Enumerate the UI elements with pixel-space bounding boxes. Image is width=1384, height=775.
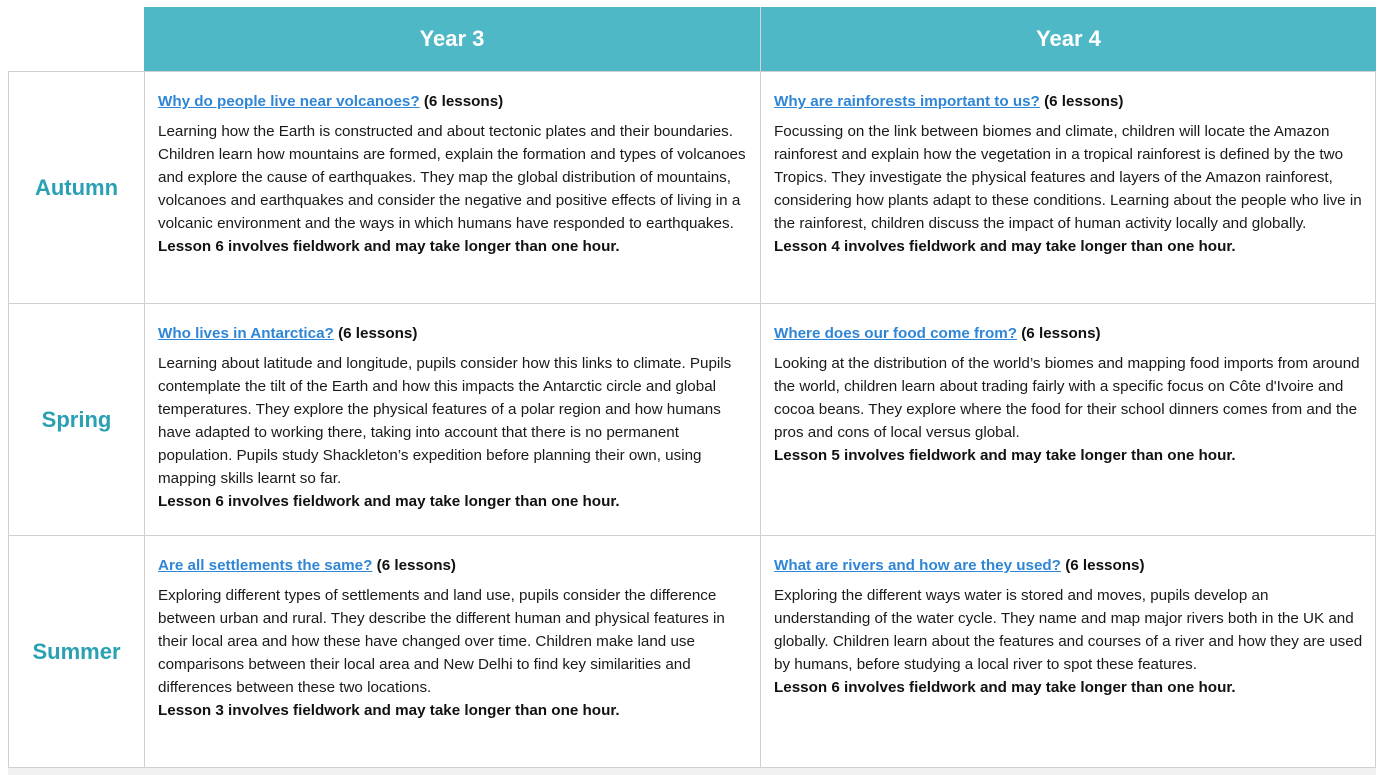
- header-year-3: Year 3: [144, 7, 760, 71]
- unit-title-line: [158, 90, 748, 113]
- unit-link-rivers[interactable]: What are rivers and how are they used?: [774, 557, 1061, 574]
- fieldwork-note: Lesson 6 involves fieldwork and may take longer than one hour.: [774, 679, 1236, 696]
- fieldwork-note: Lesson 5 involves fieldwork and may take longer than one hour.: [774, 447, 1236, 464]
- lesson-count: (6 lessons): [423, 93, 504, 110]
- unit-description: Learning how the Earth is constructed and about tectonic plates and their boundaries. Children learn how mountains are formed, explain the formation and types of volcanoes and explore the cause of earthquakes. They map the global distribution of mountains, volcanoes and earthquakes and consider the negative and positive effects of living in a volcanic environment and the ways in which humans have responded to earthquakes.: [158, 123, 746, 232]
- table-bottom-edge: [8, 767, 1376, 775]
- unit-title-line: [774, 322, 1363, 345]
- cell-summer-year-3: [144, 535, 760, 768]
- term-autumn: Autumn: [8, 71, 144, 303]
- unit-description: Exploring the different ways water is stored and moves, pupils develop an understanding of the water cycle. They name and map major rivers both in the UK and globally. Children learn about the features and courses of a river and how they are used by humans, before studying a local river to spot these features.: [774, 587, 1363, 673]
- lesson-count: (6 lessons): [376, 557, 456, 574]
- unit-link-food[interactable]: Where does our food come from?: [774, 325, 1018, 342]
- unit-title-line: [158, 322, 748, 345]
- lesson-count: (6 lessons): [1021, 325, 1101, 342]
- unit-title-line: [774, 90, 1363, 113]
- cell-autumn-year-3: [144, 71, 760, 303]
- lesson-count: (6 lessons): [1044, 93, 1124, 110]
- lesson-count: (6 lessons): [1065, 557, 1145, 574]
- cell-spring-year-3: [144, 303, 760, 535]
- term-summer: Summer: [8, 535, 144, 768]
- unit-description: Looking at the distribution of the world’s biomes and mapping food imports from around the world, children learn about trading fairly with a specific focus on Côte d'Ivoire and cocoa beans. They explore where the food for their school dinners comes from and the pros and cons of local versus global.: [774, 355, 1360, 441]
- fieldwork-note: Lesson 3 involves fieldwork and may take longer than one hour.: [158, 702, 620, 719]
- fieldwork-note: Lesson 6 involves fieldwork and may take longer than one hour.: [158, 493, 620, 510]
- unit-description: Exploring different types of settlements and land use, pupils consider the difference between urban and rural. They describe the different human and physical features in their local area and how these have changed over time. Children make land use comparisons between their local area and New Delhi to find key similarities and differences between these two locations.: [158, 587, 725, 696]
- unit-description: Focussing on the link between biomes and climate, children will locate the Amazon rainforest and explain how the vegetation in a tropical rainforest is defined by the two Tropics. They investigate the physical features and layers of the Amazon rainforest, considering how plants adapt to these conditions. Learning about the people who live in the rainforest, children discuss the impact of human activity locally and globally.: [774, 123, 1362, 232]
- unit-link-volcanoes[interactable]: Why do people live near volcanoes?: [158, 93, 420, 110]
- lesson-count: (6 lessons): [338, 325, 418, 342]
- cell-spring-year-4: [760, 303, 1376, 535]
- header-year-4: Year 4: [760, 7, 1376, 71]
- unit-link-rainforests[interactable]: Why are rainforests important to us?: [774, 93, 1040, 110]
- unit-title-line: [774, 554, 1363, 577]
- unit-title-line: [158, 554, 748, 577]
- cell-summer-year-4: [760, 535, 1376, 768]
- unit-description: Learning about latitude and longitude, pupils consider how this links to climate. Pupils contemplate the tilt of the Earth and how this impacts the Antarctic circle and global temperatures. They explore the physical features of a polar region and how humans have adapted to working there, taking into account that there is no permanent population. Pupils study Shackleton’s expedition before planning their own, using mapping skills learnt so far.: [158, 355, 732, 487]
- term-spring: Spring: [8, 303, 144, 535]
- unit-link-settlements[interactable]: Are all settlements the same?: [158, 557, 373, 574]
- fieldwork-note: Lesson 4 involves fieldwork and may take longer than one hour.: [774, 238, 1236, 255]
- unit-link-antarctica[interactable]: Who lives in Antarctica?: [158, 325, 334, 342]
- fieldwork-note: Lesson 6 involves fieldwork and may take longer than one hour.: [158, 238, 620, 255]
- cell-autumn-year-4: [760, 71, 1376, 303]
